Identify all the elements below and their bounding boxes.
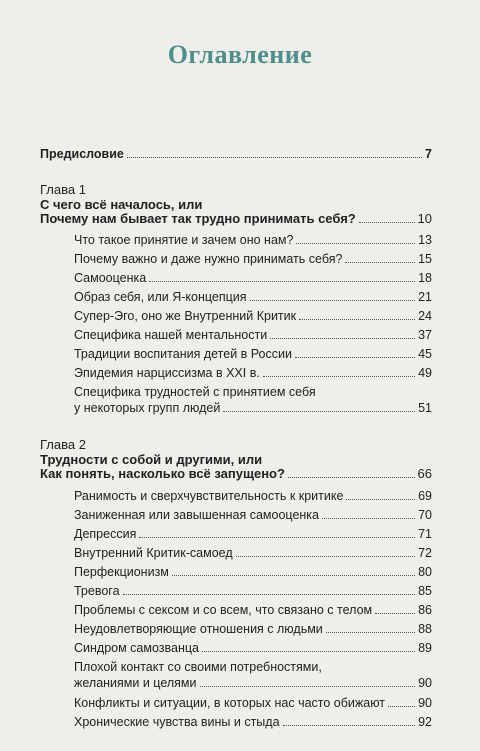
toc-entry[interactable] xyxy=(74,365,432,381)
toc-entry[interactable] xyxy=(74,251,432,267)
dot-leader xyxy=(345,262,415,263)
dot-leader xyxy=(200,686,416,687)
entry-label: Супер-Эго, оно же Внутренний Критик xyxy=(74,309,297,323)
dot-leader xyxy=(299,319,415,320)
toc-entry[interactable] xyxy=(74,695,432,711)
entry-label: у некоторых групп людей xyxy=(74,401,221,415)
entry-page: 18 xyxy=(418,271,432,285)
entry-page: 70 xyxy=(418,508,432,522)
entry-page: 85 xyxy=(418,584,432,598)
entry-label: Неудовлетворяющие отношения с людьми xyxy=(74,622,323,636)
dot-leader xyxy=(288,477,415,478)
entry-page: 90 xyxy=(418,676,432,690)
entry-label: Конфликты и ситуации, в которых нас часто обижают xyxy=(74,696,386,710)
entry-label: Самооценка xyxy=(74,271,147,285)
entry-label: Синдром самозванца xyxy=(74,641,199,655)
entry-label: Хронические чувства вины и стыда xyxy=(74,715,280,729)
entry-label-line1[interactable]: Специфика трудностей с принятием себя xyxy=(74,385,316,399)
chapter-2-heading: Глава 2 xyxy=(40,437,86,452)
dot-leader xyxy=(295,357,415,358)
toc-entry[interactable] xyxy=(74,327,432,343)
dot-leader xyxy=(359,222,415,223)
toc-entry[interactable] xyxy=(74,289,432,305)
dot-leader xyxy=(250,300,416,301)
dot-leader xyxy=(236,556,415,557)
dot-leader xyxy=(139,537,415,538)
dot-leader xyxy=(172,575,415,576)
entry-page: 66 xyxy=(417,466,432,481)
entry-page: 86 xyxy=(418,603,432,617)
entry-label: Как понять, насколько всё запущено? xyxy=(40,466,285,481)
entry-label: Образ себя, или Я-концепция xyxy=(74,290,247,304)
entry-page: 72 xyxy=(418,546,432,560)
entry-label: Ранимость и сверхчувствительность к критике xyxy=(74,489,344,503)
dot-leader xyxy=(296,243,415,244)
entry-page: 69 xyxy=(418,489,432,503)
dot-leader xyxy=(223,411,415,412)
toc-entry-chapter-1[interactable] xyxy=(40,211,432,227)
toc-entry[interactable] xyxy=(74,507,432,523)
chapter-2-title-line1[interactable]: Трудности с собой и другими, или xyxy=(40,452,263,467)
entry-label: Депрессия xyxy=(74,527,137,541)
entry-page: 49 xyxy=(418,366,432,380)
dot-leader xyxy=(283,725,416,726)
dot-leader xyxy=(202,651,415,652)
page-title: Оглавление xyxy=(167,40,313,69)
dot-leader xyxy=(127,157,422,158)
entry-page: 10 xyxy=(417,211,432,226)
entry-page: 92 xyxy=(418,715,432,729)
toc-entry-preface[interactable] xyxy=(40,146,432,162)
entry-label: Перфекционизм xyxy=(74,565,169,579)
entry-page: 90 xyxy=(418,696,432,710)
toc-entry[interactable] xyxy=(74,346,432,362)
toc-entry-chapter-2[interactable] xyxy=(40,466,432,482)
toc-entry[interactable] xyxy=(74,400,432,416)
entry-page: 71 xyxy=(418,527,432,541)
entry-page: 24 xyxy=(418,309,432,323)
entry-page: 45 xyxy=(418,347,432,361)
dot-leader xyxy=(322,518,415,519)
toc-entry[interactable] xyxy=(74,714,432,730)
entry-label: Тревога xyxy=(74,584,120,598)
toc-entry[interactable] xyxy=(74,602,432,618)
entry-page: 80 xyxy=(418,565,432,579)
toc-entry[interactable] xyxy=(74,564,432,580)
entry-page: 88 xyxy=(418,622,432,636)
dot-leader xyxy=(346,499,415,500)
toc-entry[interactable] xyxy=(74,308,432,324)
entry-page: 7 xyxy=(425,147,432,161)
entry-label: Что такое принятие и зачем оно нам? xyxy=(74,233,294,247)
entry-label: желаниями и целями xyxy=(74,676,197,690)
entry-page: 15 xyxy=(418,252,432,266)
entry-label: Почему нам бывает так трудно принимать себя? xyxy=(40,211,356,226)
entry-label: Специфика нашей ментальности xyxy=(74,328,268,342)
dot-leader xyxy=(326,632,415,633)
dot-leader xyxy=(149,281,415,282)
chapter-1-title-line1[interactable]: С чего всё началось, или xyxy=(40,197,203,212)
toc-entry[interactable] xyxy=(74,583,432,599)
dot-leader xyxy=(270,338,415,339)
entry-page: 37 xyxy=(418,328,432,342)
entry-label: Почему важно и даже нужно принимать себя? xyxy=(74,252,343,266)
toc-entry[interactable] xyxy=(74,526,432,542)
toc-entry[interactable] xyxy=(74,545,432,561)
entry-page: 51 xyxy=(418,401,432,415)
entry-label: Традиции воспитания детей в России xyxy=(74,347,292,361)
dot-leader xyxy=(375,613,415,614)
entry-label: Проблемы с сексом и со всем, что связано с телом xyxy=(74,603,373,617)
entry-label-line1[interactable]: Плохой контакт со своими потребностями, xyxy=(74,660,322,674)
entry-page: 21 xyxy=(418,290,432,304)
chapter-1-heading: Глава 1 xyxy=(40,182,86,197)
entry-page: 13 xyxy=(418,233,432,247)
toc-entry[interactable] xyxy=(74,640,432,656)
toc-entry[interactable] xyxy=(74,270,432,286)
entry-label: Предисловие xyxy=(40,147,124,161)
dot-leader xyxy=(388,706,415,707)
dot-leader xyxy=(123,594,416,595)
toc-entry[interactable] xyxy=(74,621,432,637)
toc-entry[interactable] xyxy=(74,232,432,248)
toc-entry[interactable] xyxy=(74,488,432,504)
entry-label: Внутренний Критик-самоед xyxy=(74,546,233,560)
entry-page: 89 xyxy=(418,641,432,655)
entry-label: Заниженная или завышенная самооценка xyxy=(74,508,319,522)
entry-label: Эпидемия нарциссизма в XXI в. xyxy=(74,366,260,380)
dot-leader xyxy=(263,376,415,377)
toc-entry[interactable] xyxy=(74,675,432,691)
